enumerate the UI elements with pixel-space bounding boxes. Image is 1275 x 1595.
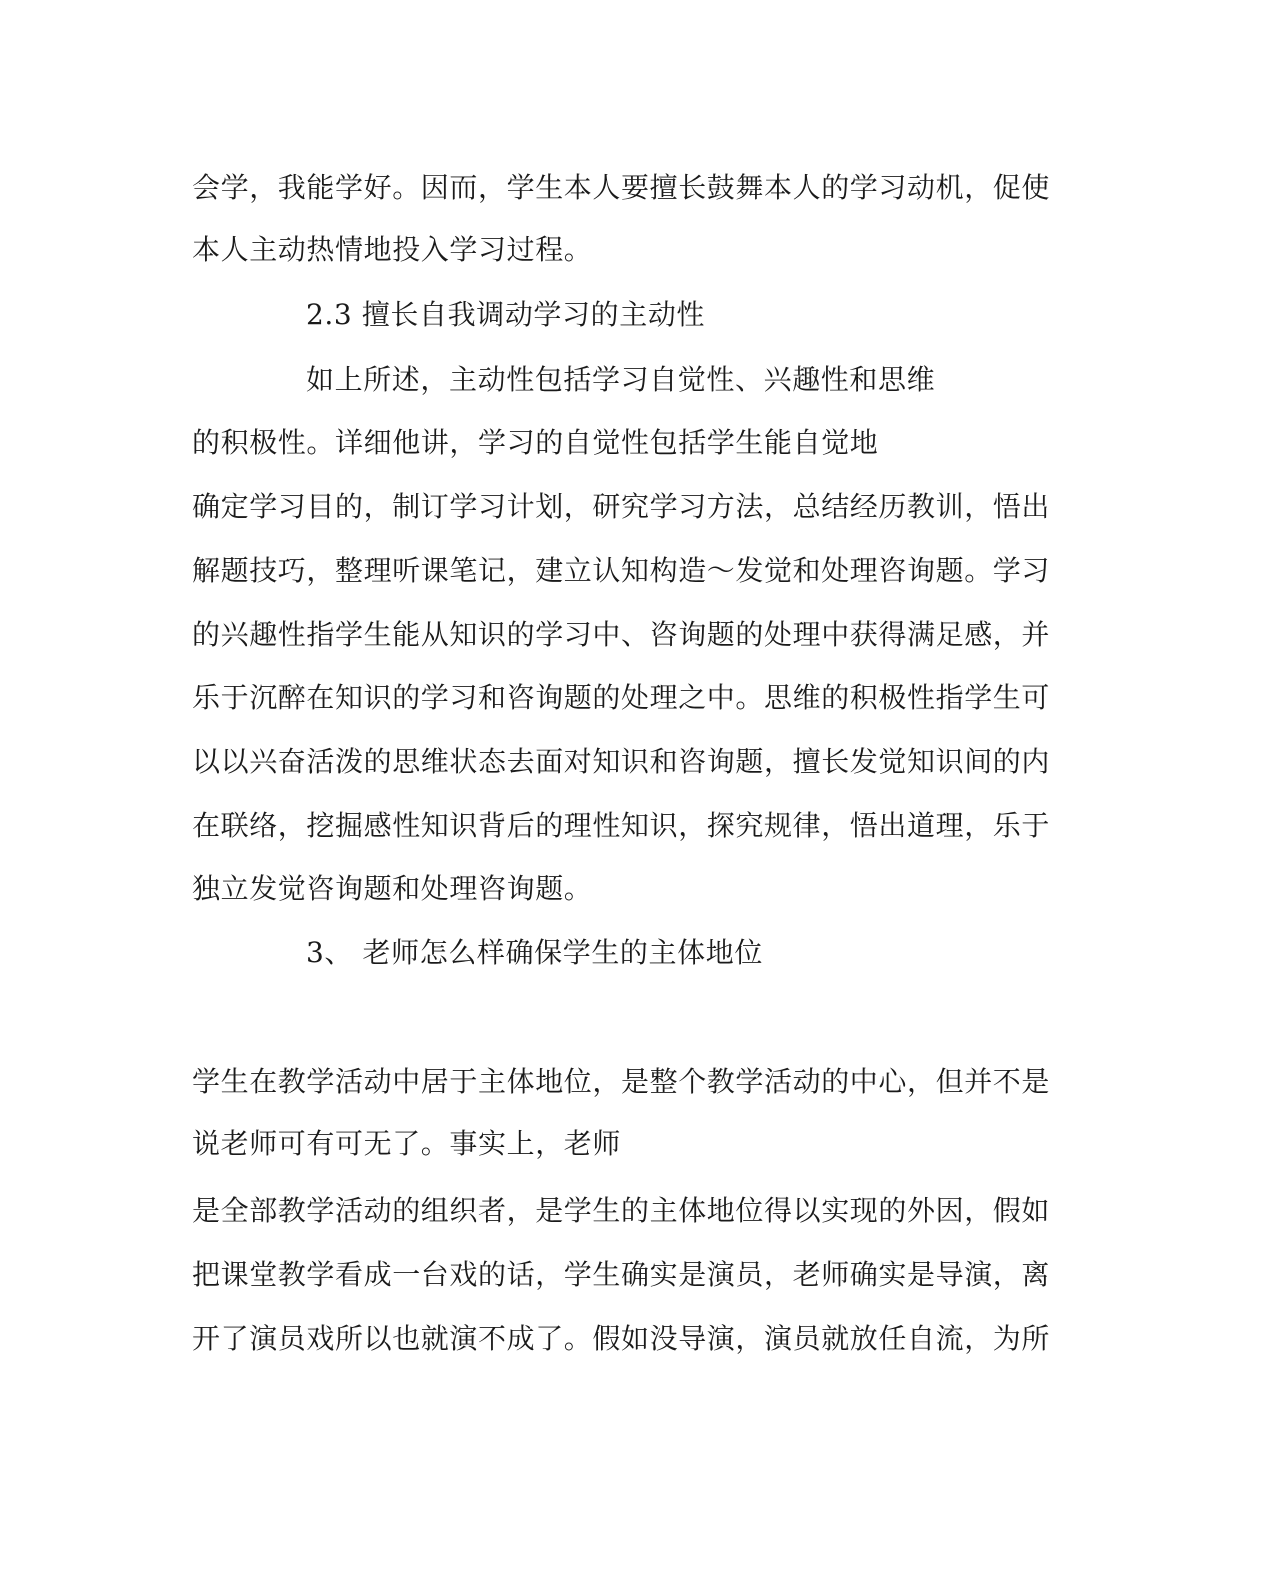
text-line: 的积极性。详细他讲，学习的自觉性包括学生能自觉地 bbox=[192, 426, 879, 459]
text-line: 说老师可有可无了。事实上，老师 bbox=[192, 1127, 622, 1160]
text-line: 会学，我能学好。因而，学生本人要擅长鼓舞本人的学习动机，促使 bbox=[192, 171, 1051, 204]
text-line: 的兴趣性指学生能从知识的学习中、咨询题的处理中获得满足感，并 bbox=[192, 618, 1051, 651]
text-line: 乐于沉醉在知识的学习和咨询题的处理之中。思维的积极性指学生可 bbox=[192, 681, 1051, 714]
text-line: 如上所述，主动性包括学习自觉性、兴趣性和思维 bbox=[306, 363, 936, 396]
text-line: 确定学习目的，制订学习计划，研究学习方法，总结经历教训，悟出 bbox=[192, 490, 1051, 523]
text-line: 解题技巧，整理听课笔记，建立认知构造～发觉和处理咨询题。学习 bbox=[192, 554, 1051, 587]
text-line: 把课堂教学看成一台戏的话，学生确实是演员，老师确实是导演，离 bbox=[192, 1258, 1051, 1291]
section-heading: 2.3 擅长自我调动学习的主动性 bbox=[306, 298, 706, 331]
text-line: 本人主动热情地投入学习过程。 bbox=[192, 233, 593, 266]
text-line: 开了演员戏所以也就演不成了。假如没导演，演员就放任自流，为所 bbox=[192, 1322, 1051, 1355]
text-line: 独立发觉咨询题和处理咨询题。 bbox=[192, 872, 593, 905]
section-heading: 3、 老师怎么样确保学生的主体地位 bbox=[306, 936, 763, 969]
text-line: 以以兴奋活泼的思维状态去面对知识和咨询题，擅长发觉知识间的内 bbox=[192, 745, 1051, 778]
text-line: 学生在教学活动中居于主体地位，是整个教学活动的中心，但并不是 bbox=[192, 1065, 1051, 1098]
text-line: 在联络，挖掘感性知识背后的理性知识，探究规律，悟出道理，乐于 bbox=[192, 809, 1051, 842]
text-line: 是全部教学活动的组织者，是学生的主体地位得以实现的外因，假如 bbox=[192, 1194, 1051, 1227]
